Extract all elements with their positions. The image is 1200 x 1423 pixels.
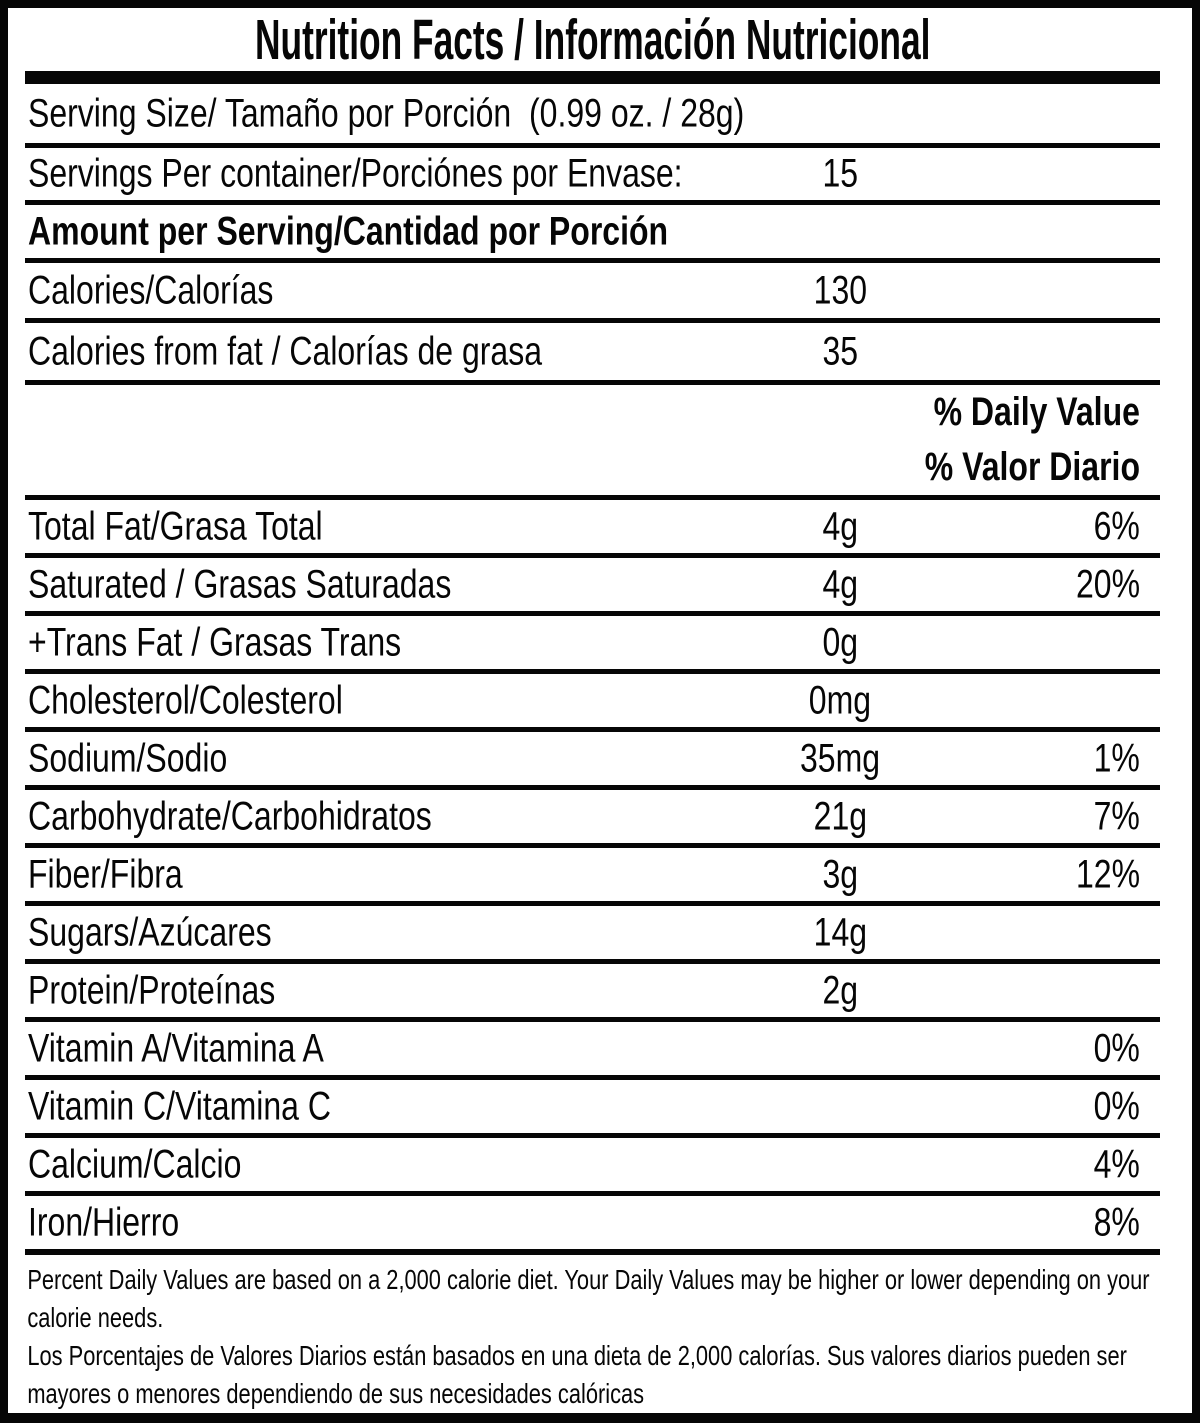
nutrient-row-fiber xyxy=(25,848,1160,906)
label-header xyxy=(25,8,1160,71)
nutrient-amount: 4g xyxy=(822,504,858,548)
nutrient-amount: 35mg xyxy=(799,736,881,780)
servings-per-container-row xyxy=(25,148,1160,205)
calories-value: 130 xyxy=(813,268,867,312)
nutrient-label: +Trans Fat / Grasas Trans xyxy=(28,620,402,664)
nutrient-amount: 0mg xyxy=(808,678,872,722)
title-divider-bar xyxy=(25,71,1160,84)
nutrient-label: Vitamin C/Vitamina C xyxy=(28,1084,331,1128)
footnote xyxy=(25,1255,1160,1413)
nutrient-row-sugars xyxy=(25,906,1160,964)
nutrient-amount: 4g xyxy=(822,562,858,606)
servings-per-container-label: Servings Per container/Porciónes por Envase: xyxy=(28,151,683,196)
nutrient-row-vitamin-a xyxy=(25,1022,1160,1080)
label-content xyxy=(25,8,1160,1413)
nutrient-dv: 6% xyxy=(1093,504,1140,548)
footnote-line: mayores o menores dependiendo de sus necesidades calóricas xyxy=(27,1378,645,1409)
nutrient-dv: 20% xyxy=(1075,562,1140,606)
nutrient-label: Cholesterol/Colesterol xyxy=(28,678,343,722)
serving-size-label: Serving Size/ Tamaño por Porción (0.99 oz. / 28g) xyxy=(28,91,745,135)
nutrient-label: Sugars/Azúcares xyxy=(28,910,272,954)
amount-per-serving-heading-row xyxy=(25,205,1160,263)
nutrient-row-cholesterol xyxy=(25,674,1160,732)
nutrient-row-carbohydrate xyxy=(25,790,1160,848)
nutrient-label: Protein/Proteínas xyxy=(28,968,276,1012)
footnote-line: calorie needs. xyxy=(27,1302,164,1333)
serving-size-row xyxy=(25,84,1160,148)
daily-value-header-block xyxy=(25,385,1160,500)
nutrient-row-saturated-fat xyxy=(25,558,1160,616)
calories-from-fat-label: Calories from fat / Calorías de grasa xyxy=(28,329,542,373)
nutrient-label: Total Fat/Grasa Total xyxy=(28,504,323,548)
nutrient-label: Vitamin A/Vitamina A xyxy=(28,1026,324,1070)
footnote-line: Percent Daily Values are based on a 2,000 calorie diet. Your Daily Values may be higher or lower depending on your xyxy=(27,1264,1150,1295)
nutrient-dv: 1% xyxy=(1093,736,1140,780)
nutrient-dv: 7% xyxy=(1093,794,1140,838)
servings-per-container-value: 15 xyxy=(822,151,858,196)
nutrient-row-iron xyxy=(25,1196,1160,1255)
amount-per-serving-heading: Amount per Serving/Cantidad por Porción xyxy=(28,209,669,253)
nutrient-amount: 0g xyxy=(822,620,858,664)
nutrient-row-trans-fat xyxy=(25,616,1160,674)
calories-row xyxy=(25,263,1160,323)
nutrient-dv: 0% xyxy=(1093,1084,1140,1128)
nutrient-amount: 14g xyxy=(813,910,867,954)
nutrient-label: Calcium/Calcio xyxy=(28,1142,242,1186)
calories-from-fat-row xyxy=(25,323,1160,385)
nutrient-row-protein xyxy=(25,964,1160,1022)
nutrient-dv: 12% xyxy=(1075,852,1140,896)
nutrient-dv: 8% xyxy=(1093,1200,1140,1244)
nutrient-label: Sodium/Sodio xyxy=(28,736,228,780)
nutrient-amount: 2g xyxy=(822,968,858,1012)
calories-from-fat-value: 35 xyxy=(822,329,858,373)
nutrient-row-calcium xyxy=(25,1138,1160,1196)
servings-per-container-value-wrap xyxy=(640,152,1040,197)
label-title: Nutrition Facts / Información Nutricional xyxy=(254,7,931,72)
nutrient-label: Carbohydrate/Carbohidratos xyxy=(28,794,432,838)
nutrient-label: Iron/Hierro xyxy=(28,1200,180,1244)
nutrient-amount: 21g xyxy=(813,794,867,838)
nutrient-label: Fiber/Fibra xyxy=(28,852,183,896)
nutrient-dv: 0% xyxy=(1093,1026,1140,1070)
daily-value-header-es: % Valor Diario xyxy=(924,445,1140,489)
nutrient-dv: 4% xyxy=(1093,1142,1140,1186)
nutrient-row-vitamin-c xyxy=(25,1080,1160,1138)
nutrient-amount: 3g xyxy=(822,852,858,896)
nutrient-row-total-fat xyxy=(25,500,1160,558)
calories-label: Calories/Calorías xyxy=(28,268,274,312)
footnote-line: Los Porcentajes de Valores Diarios están basados en una dieta de 2,000 calorías. Sus valores diarios pueden ser xyxy=(27,1340,1127,1371)
nutrient-label: Saturated / Grasas Saturadas xyxy=(28,562,452,606)
nutrient-row-sodium xyxy=(25,732,1160,790)
daily-value-header-en: % Daily Value xyxy=(933,390,1140,434)
